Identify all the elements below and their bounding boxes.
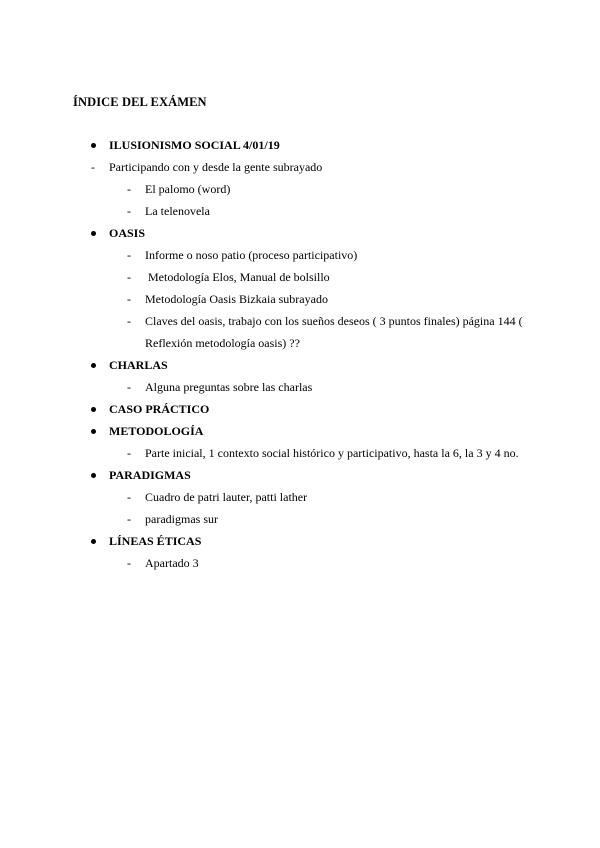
dash-marker: - (127, 512, 131, 526)
dash-marker: - (127, 270, 131, 284)
bullet-icon (91, 143, 96, 148)
bullet-icon (91, 473, 96, 478)
section-heading-oasis: OASIS (109, 226, 146, 240)
list-item: Alguna preguntas sobre las charlas (145, 380, 313, 394)
bullet-icon (91, 231, 96, 236)
list-item: paradigmas sur (145, 512, 218, 526)
list-item: El palomo (word) (145, 182, 231, 196)
dash-marker: - (91, 160, 95, 174)
dash-marker: - (127, 446, 131, 460)
dash-marker: - (127, 204, 131, 218)
dash-marker: - (127, 248, 131, 262)
dash-marker: - (127, 490, 131, 504)
dash-marker: - (127, 182, 131, 196)
section-heading-charlas: CHARLAS (109, 358, 168, 372)
dash-marker: - (127, 556, 131, 570)
dash-marker: - (127, 314, 131, 328)
dash-marker: - (127, 292, 131, 306)
list-item: Claves del oasis, trabajo con los sueños deseos ( 3 puntos finales) página 144 ( (145, 314, 523, 328)
bullet-icon (91, 407, 96, 412)
bullet-icon (91, 539, 96, 544)
list-item: Metodología Elos, Manual de bolsillo (145, 270, 330, 284)
section-heading-ilusionismo: ILUSIONISMO SOCIAL 4/01/19 (109, 138, 280, 152)
list-item: Metodología Oasis Bizkaia subrayado (145, 292, 328, 306)
bullet-icon (91, 429, 96, 434)
section-heading-caso-practico: CASO PRÁCTICO (109, 402, 210, 416)
section-heading-lineas-eticas: LÍNEAS ÉTICAS (109, 534, 202, 548)
list-item: Parte inicial, 1 contexto social histórico y participativo, hasta la 6, la 3 y 4 no. (145, 446, 519, 460)
section-heading-paradigmas: PARADIGMAS (109, 468, 191, 482)
document-title: ÍNDICE DEL EXÁMEN (73, 95, 207, 109)
section-heading-metodologia: METODOLOGÍA (109, 424, 204, 438)
list-item: Participando con y desde la gente subrayado (109, 160, 323, 174)
dash-marker: - (127, 380, 131, 394)
list-item-continuation: Reflexión metodología oasis) ?? (145, 336, 300, 350)
list-item: Apartado 3 (145, 556, 199, 570)
list-item: Cuadro de patri lauter, patti lather (145, 490, 308, 504)
list-item: Informe o noso patio (proceso participativo) (145, 248, 358, 262)
bullet-icon (91, 363, 96, 368)
list-item: La telenovela (145, 204, 210, 218)
